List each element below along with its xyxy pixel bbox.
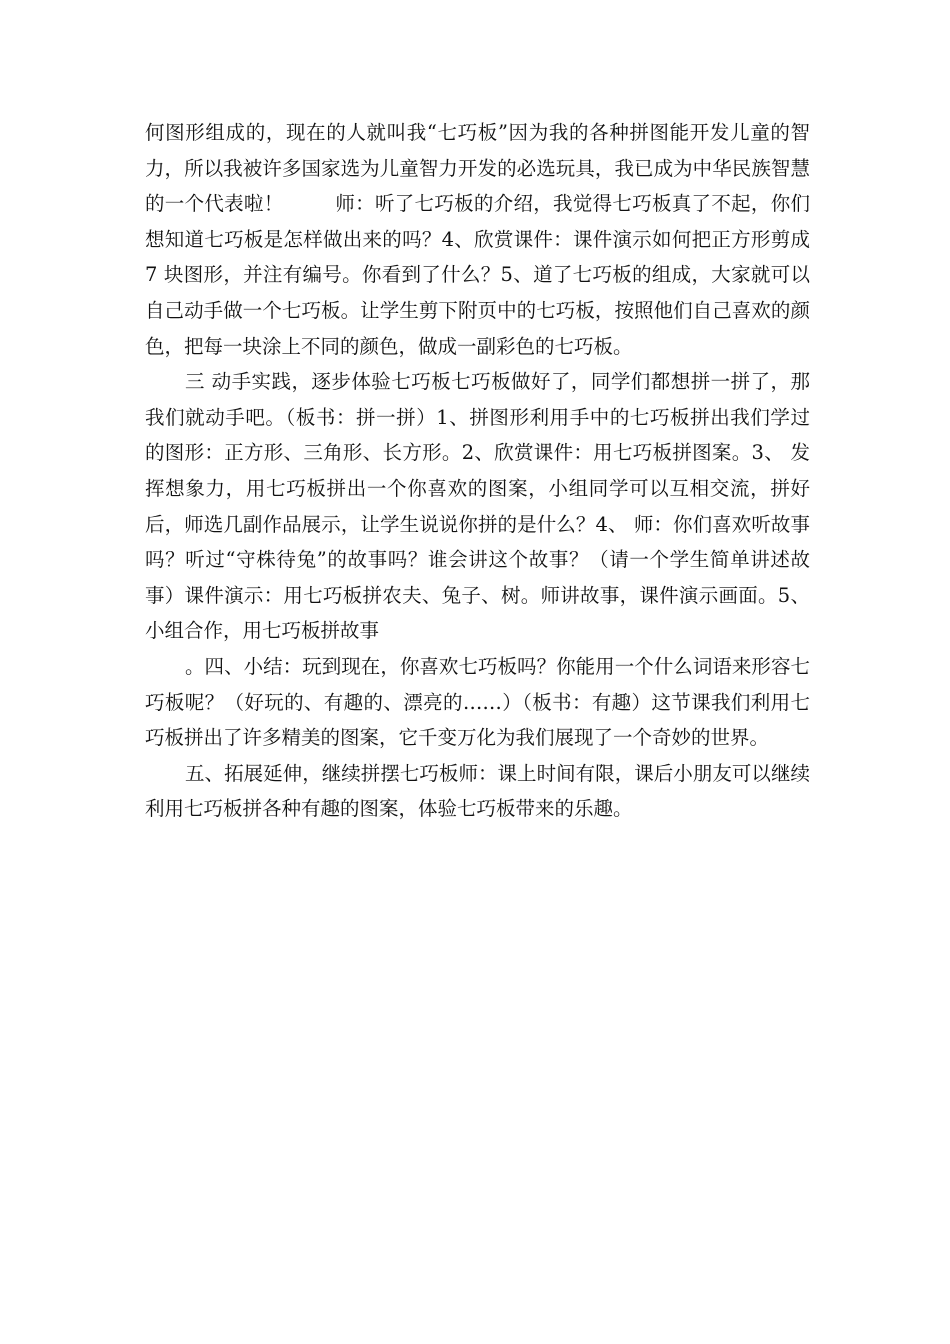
paragraph-3: 。四、小结：玩到现在，你喜欢七巧板吗？你能用一个什么词语来形容七巧板呢？（好玩的、有趣的、漂亮的……）（板书：有趣）这节课我们利用七巧板拼出了许多精美的图案，它千变万化为我们展现了一个奇妙的世界。	[145, 654, 810, 750]
paragraph-2: 三 动手实践，逐步体验七巧板七巧板做好了，同学们都想拼一拼了，那我们就动手吧。（板书：拼一拼）1、拼图形利用手中的七巧板拼出我们学过的图形：正方形、三角形、长方形。2、欣赏课件：用七巧板拼图案。3、 发挥想象力，用七巧板拼出一个你喜欢的图案，小组同学可以互相交流，拼好后，师选几副作品展示，让学生说说你拼的是什么？4、 师：你们喜欢听故事吗？听过“守株待兔”的故事吗？谁会讲这个故事？（请一个学生简单讲述故事）课件演示：用七巧板拼农夫、兔子、树。师讲故事，课件演示画面。5、小组合作，用七巧板拼故事	[145, 370, 810, 643]
paragraph-4: 五、拓展延伸，继续拼摆七巧板师：课上时间有限，课后小朋友可以继续利用七巧板拼各种有趣的图案，体验七巧板带来的乐趣。	[145, 761, 810, 821]
paragraph-1: 何图形组成的，现在的人就叫我“七巧板”因为我的各种拼图能开发儿童的智力，所以我被许多国家选为儿童智力开发的必选玩具，我已成为中华民族智慧的一个代表啦！ 师：听了七巧板的介绍，我觉得七巧板真了不起，你们想知道七巧板是怎样做出来的吗？4、欣赏课件：课件演示如何把正方形剪成 7 块图形，并注有编号。你看到了什么？5、道了七巧板的组成，大家就可以自己动手做一个七巧板。让学生剪下附页中的七巧板，按照他们自己喜欢的颜色，把每一块涂上不同的颜色，做成一副彩色的七巧板。	[145, 121, 817, 358]
document-body	[145, 115, 817, 827]
